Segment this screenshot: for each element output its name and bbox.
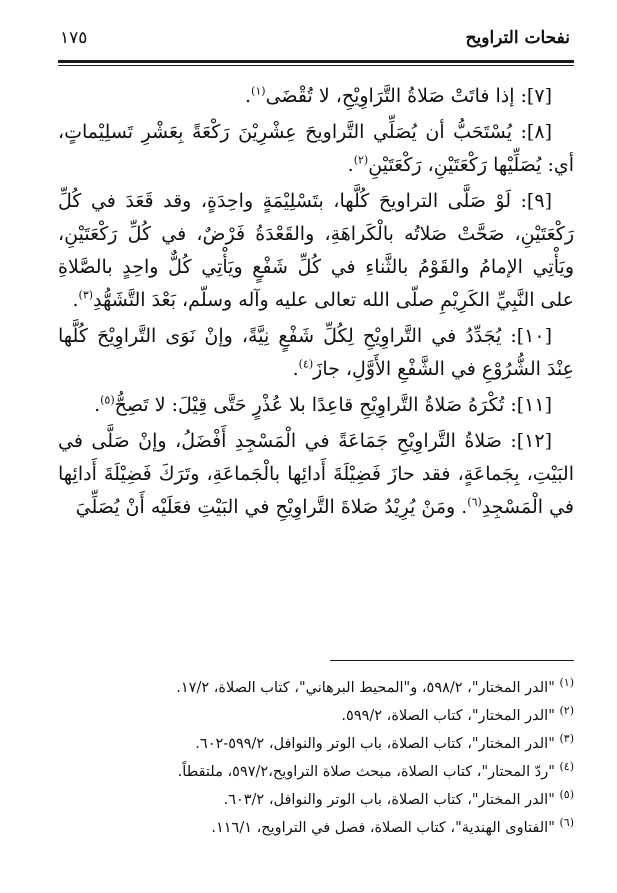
running-title: نفحات التراويح — [465, 28, 570, 48]
footnote-ref: (٢) — [353, 153, 369, 167]
paragraph-tail: . — [72, 289, 79, 311]
footnote-ref: (١) — [251, 84, 266, 98]
paragraph-10 — [58, 320, 574, 386]
footnote-ref: (٥) — [100, 393, 115, 407]
footnote-text: "الدر المختار"، كتاب الصلاة، ٥٩٩/٢. — [341, 708, 555, 724]
paragraph-tail: . — [94, 394, 101, 416]
footnote-text: "ردّ المحتار"، كتاب الصلاة، مبحث صلاة التراويح،٥٩٧/٢، ملتقطاً. — [177, 764, 555, 780]
footnote-number: (٦) — [559, 816, 574, 830]
paragraph-tail: . — [245, 85, 252, 107]
footnote-text: "الدر المختار"، كتاب الصلاة، باب الوتر والنوافل، ٦٠٣/٢. — [223, 792, 555, 808]
header-rule-thin — [58, 65, 574, 66]
header-rule-thick — [58, 60, 574, 63]
footnote-5 — [58, 786, 574, 814]
footnote-6 — [58, 814, 574, 842]
footnote-separator — [330, 660, 574, 661]
paragraph-text: [٩]: لَوْ صَلَّى التراويحَ كُلَّها، بتَسْلِيْمَةٍ واحِدَةٍ، وقد قَعَدَ في كُلِّ رَكْعَتَيْنِ، صَحَّتْ صَلاتُه بالْكَراهَةِ، والقَعْدَةُ فَرْضٌ، في كُلِّ رَكْعَتَيْنِ، ويَأْتِي الإمامُ والقَوْمُ بالثَّناءِ في كُلِّ شَفْعٍ ويَأْتِي كُلٌّ واحِدٍ بالصَّلاةِ على النَّبِيِّ الكَرِيْمِ صلّى الله تعالى عليه وآله وسلّم، بَعْدَ التَّشَهُّدِ — [58, 190, 574, 311]
footnote-2 — [58, 702, 574, 730]
paragraph-8 — [58, 116, 574, 182]
footnote-1 — [58, 674, 574, 702]
footnote-4 — [58, 758, 574, 786]
paragraph-text: [٧]: إذا فاتَتْ صَلاةُ التَّرَاوِيْحِ، لا تُقْضَى — [265, 85, 552, 107]
paragraph-tail: . ومَنْ يُرِيْدُ صَلاةَ التَّراوِيْحِ في البَيْتِ فعَلَيْه أَنْ يُصَلِّيَ — [75, 496, 468, 518]
footnote-ref: (٣) — [78, 288, 94, 302]
footnote-number: (٤) — [559, 760, 574, 774]
paragraph-11 — [58, 389, 574, 422]
footnote-text: "الدر المختار"، كتاب الصلاة، باب الوتر والنوافل، ٥٩٩/٢-٦٠٢. — [195, 736, 555, 752]
paragraph-text: [١٢]: صَلاةُ التَّراوِيْحِ جَمَاعَةً في الْمَسْجِدِ أَفْضَلُ، وإنْ صَلَّى في البَيْتِ، بِجَماعَةٍ، فقد حازَ فَضِيْلَةَ أَدائِها بالْجَماعَةِ، وتَرَكَ فَضِيْلَةَ أَدائِها في الْمَسْجِدِ — [58, 430, 574, 518]
paragraph-text: [١٠]: يُجَدِّدُ في التَّراوِيْحِ لِكُلِّ شَفْعٍ نِيَّةً، وإنْ نَوَى التَّراوِيْحَ كُلَّها عِنْدَ الشُّرُوْعِ في الشَّفْعِ الأَوَّلِ، جازَ — [58, 325, 574, 380]
paragraph-text: [٨]: يُسْتَحَبُّ أن يُصَلِّي التَّراويحَ عِشْرِيْنَ رَكْعَةً بِعَشْرِ تَسلِيْماتٍ، أي: يُصَلِّيْها رَكْعَتَيْنِ، رَكْعَتَيْنِ — [58, 121, 574, 176]
footnote-number: (٢) — [559, 704, 574, 718]
footnotes — [58, 674, 574, 842]
footnote-number: (١) — [559, 676, 574, 690]
footnote-ref: (٦) — [467, 495, 482, 509]
paragraph-12 — [58, 425, 574, 524]
footnote-ref: (٤) — [298, 357, 314, 371]
paragraph-7 — [58, 80, 574, 113]
page-number: ١٧٥ — [60, 28, 88, 48]
footnote-number: (٣) — [559, 732, 574, 746]
paragraph-9 — [58, 185, 574, 317]
footnote-text: "الدر المختار"، ٥٩٨/٢، و"المحيط البرهاني"، كتاب الصلاة، ١٧/٢. — [176, 680, 555, 696]
running-header — [60, 28, 570, 54]
main-text — [58, 80, 574, 527]
paragraph-text: [١١]: تُكْرَهُ صَلاةُ التَّراوِيْحِ قاعِدًا بلا عُذْرٍ حَتَّى قِيْلَ: لا تَصِحُّ — [114, 394, 552, 416]
footnote-number: (٥) — [559, 788, 574, 802]
footnote-text: "الفتاوى الهندية"، كتاب الصلاة، فصل في التراويح، ١١٦/١. — [211, 820, 555, 836]
paragraph-tail: . — [292, 358, 299, 380]
footnote-3 — [58, 730, 574, 758]
paragraph-tail: . — [347, 154, 354, 176]
